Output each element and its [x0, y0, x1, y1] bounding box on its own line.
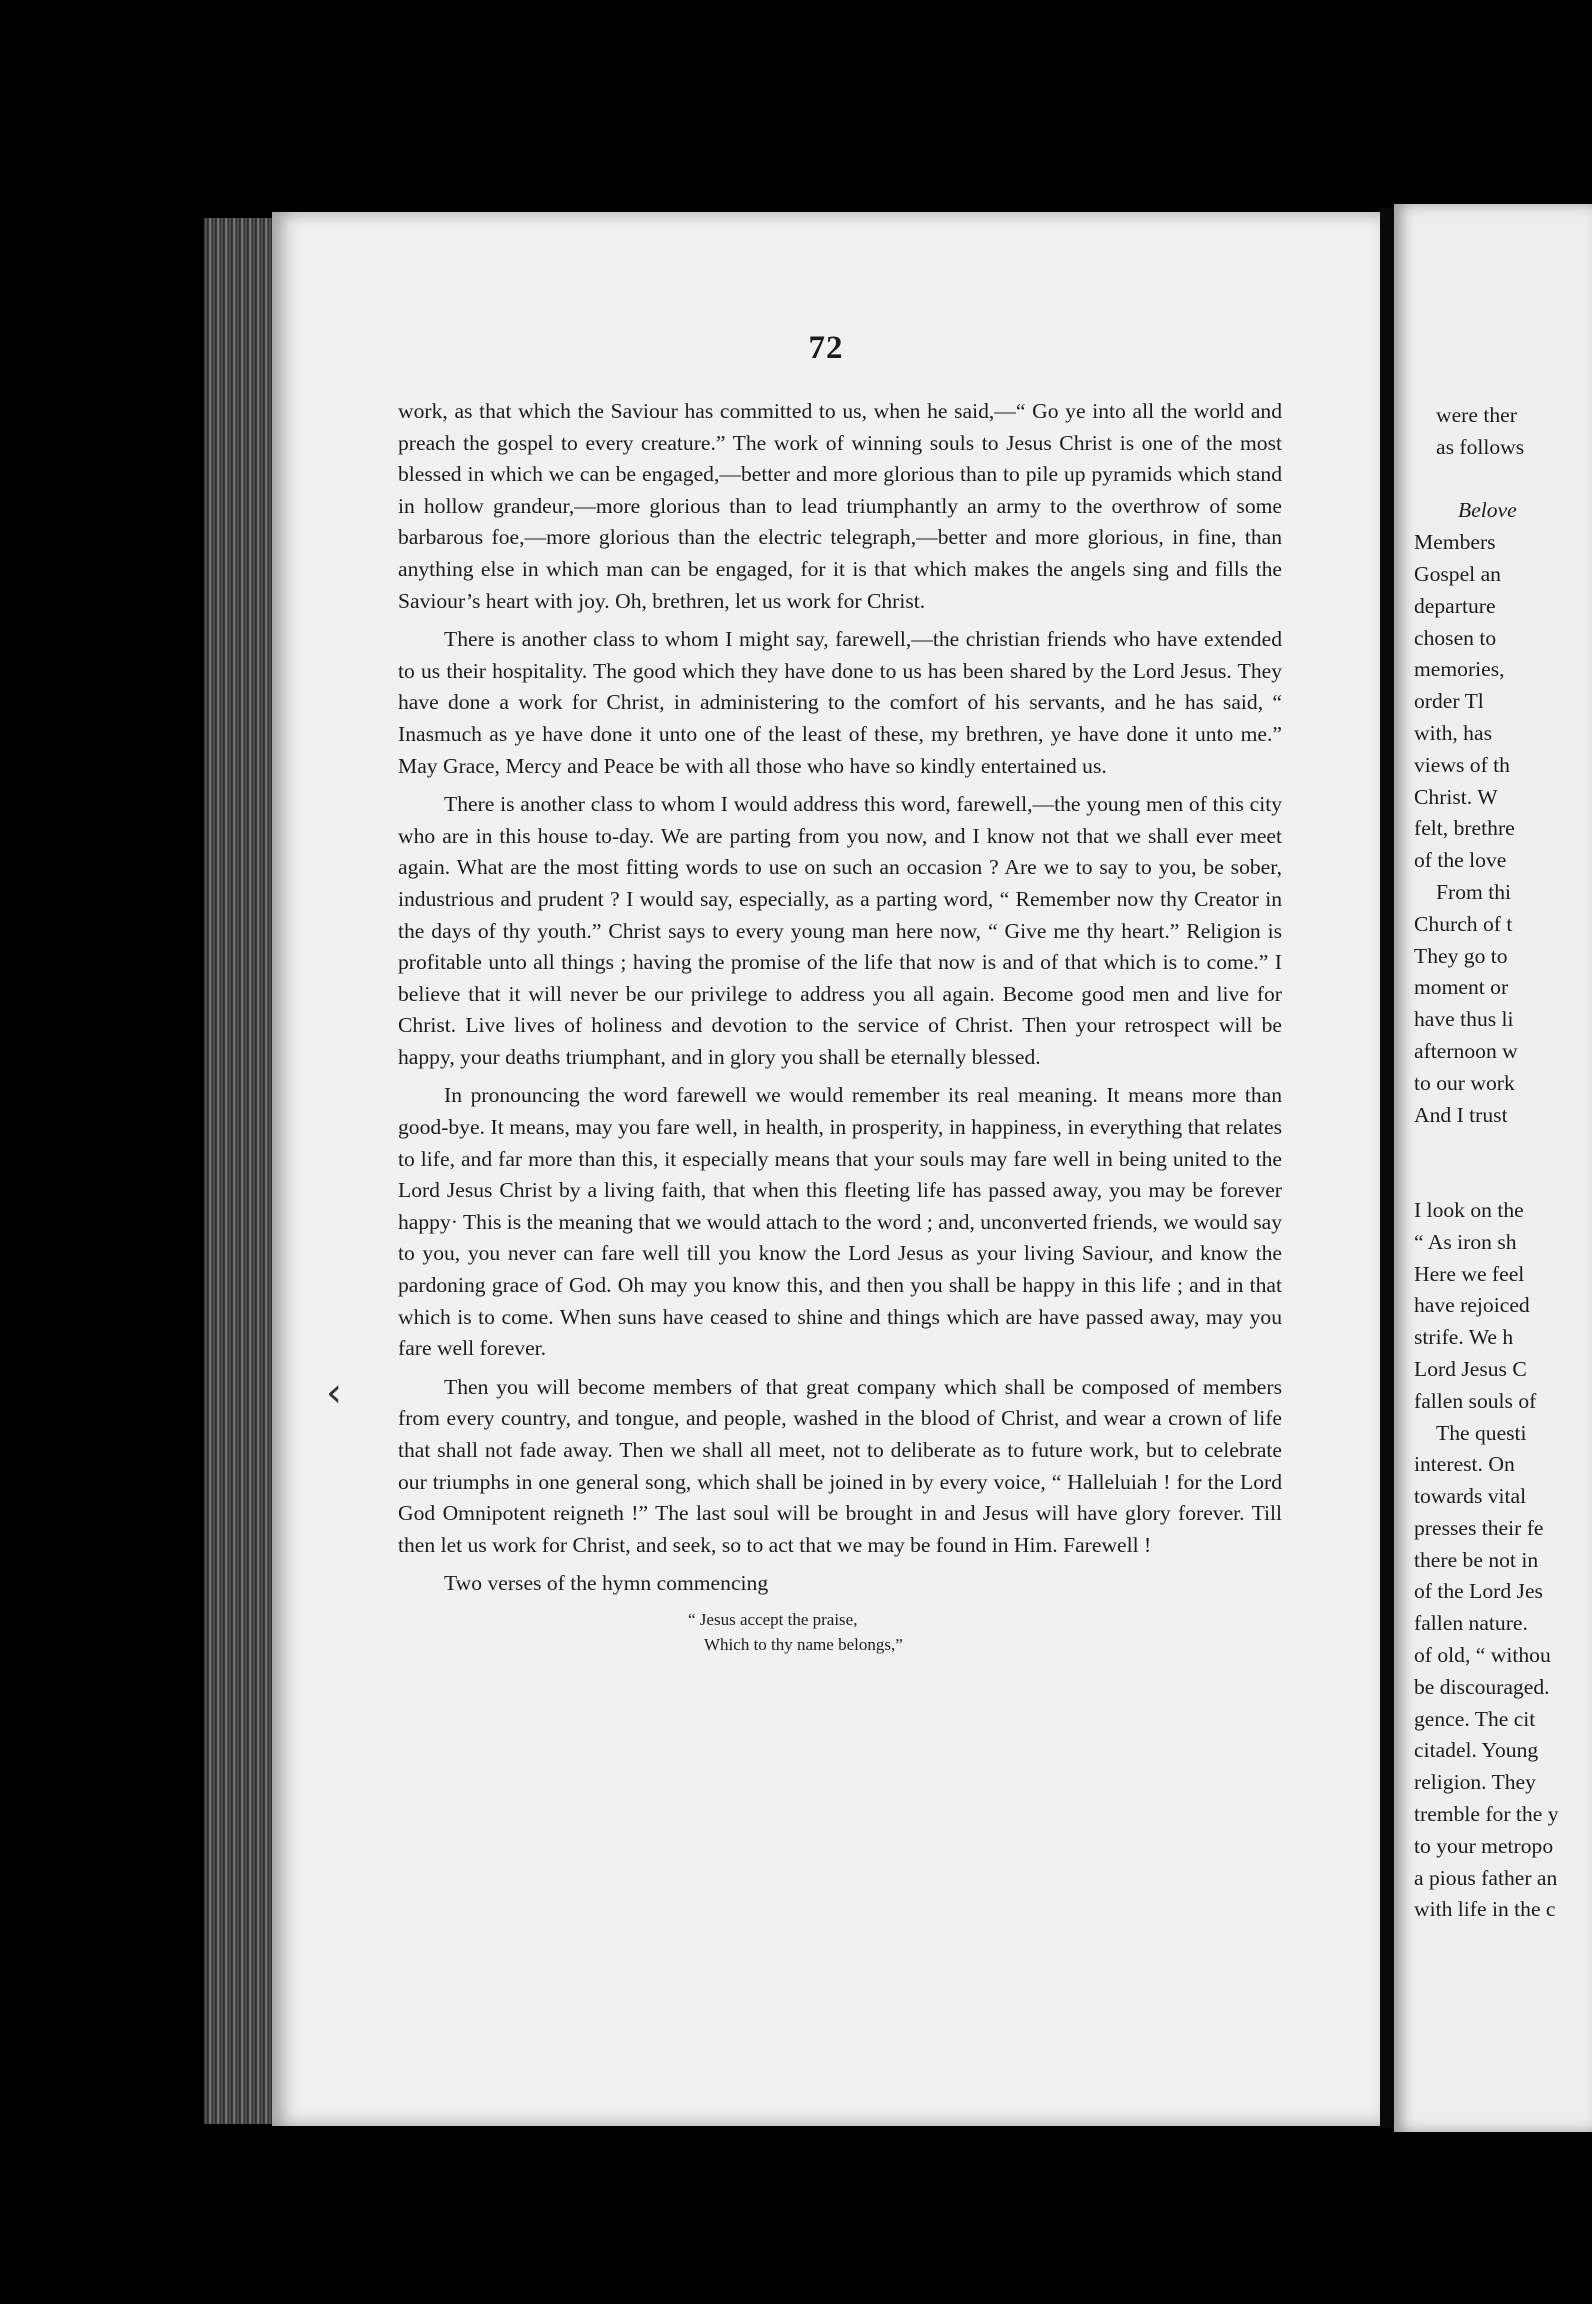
right-line: Members — [1414, 530, 1496, 555]
right-gap — [1394, 464, 1592, 496]
right-line: of old, “ withou — [1414, 1643, 1551, 1668]
right-line: Belove — [1458, 498, 1517, 523]
right-line: a pious father an — [1414, 1865, 1558, 1890]
right-line: departure — [1414, 593, 1496, 618]
hymn-line-1: “ Jesus accept the praise, — [688, 1609, 858, 1629]
right-line: They go to — [1414, 943, 1508, 968]
right-line: The questi — [1436, 1420, 1527, 1445]
right-line: have thus li — [1414, 1007, 1514, 1032]
right-page-text — [1394, 400, 1592, 1926]
right-gap — [1394, 1131, 1592, 1195]
right-page — [1394, 204, 1592, 2132]
right-line: have rejoiced — [1414, 1293, 1530, 1318]
left-page — [272, 212, 1380, 2126]
right-line: strife. We h — [1414, 1325, 1514, 1350]
right-line: chosen to — [1414, 625, 1497, 650]
right-line: views of th — [1414, 752, 1510, 777]
right-line: presses their fe — [1414, 1515, 1544, 1540]
right-line: with, has — [1414, 720, 1492, 745]
body-text — [398, 396, 1282, 1657]
right-line: Here we feel — [1414, 1261, 1525, 1286]
right-line: And I trust — [1414, 1102, 1508, 1127]
right-line: From thi — [1436, 879, 1511, 904]
right-line: fallen souls of — [1414, 1388, 1537, 1413]
right-line: afternoon w — [1414, 1038, 1518, 1063]
right-line: felt, brethre — [1414, 816, 1515, 841]
page-number: 72 — [808, 330, 844, 366]
right-line: of the love — [1414, 848, 1507, 873]
margin-mark: ‹ — [326, 1370, 342, 1416]
right-line: were ther — [1436, 403, 1517, 427]
paragraph-4: In pronouncing the word farewell we would remember its real meaning. It means more than good-bye. It means, may you fare well, in health, in prosperity, in happiness, in everything that relates to life, and far more than this, it especially means that your souls may fare well in being united to the Lord Jesus Christ by a living faith, that when this fleeting life has passed away, you may be forever happy· This is the meaning that we would attach to the word ; and, unconverted friends, we would say to you, you never can fare well till you know the Lord Jesus as your living Saviour, and know the pardoning grace of God. Oh may you know this, and then you shall be happy in this life ; and in that which is to come. When suns have ceased to shine and things which are have passed away, may you fare well forever. — [398, 1083, 1282, 1361]
right-line: to our work — [1414, 1070, 1515, 1095]
right-line: tremble for the y — [1414, 1802, 1559, 1827]
right-line: I look on the — [1414, 1197, 1524, 1222]
right-line: of the Lord Jes — [1414, 1579, 1543, 1604]
right-line: gence. The cit — [1414, 1706, 1536, 1731]
paragraph-6: Two verses of the hymn commencing — [444, 1571, 769, 1596]
paragraph-2: There is another class to whom I might say, farewell,—the christian friends who have extended to us their hospitality. The good which they have done to us has been shared by the Lord Jesus. They have done a work for Christ, in administering to the comfort of his servants, and he has said, “ Inasmuch as ye have done it unto one of the least of these, my brethren, ye have done it unto me.” May Grace, Mercy and Peace be with all those who have so kindly entertained us. — [398, 627, 1282, 778]
right-line: Lord Jesus C — [1414, 1356, 1527, 1381]
right-line: citadel. Young — [1414, 1738, 1539, 1763]
right-line: “ As iron sh — [1414, 1229, 1517, 1254]
paragraph-5: Then you will become members of that great company which shall be composed of members from every country, and tongue, and people, washed in the blood of Christ, and wear a crown of life that shall not fade away. Then we shall all meet, not to deliberate as to future work, but to celebrate our triumphs in one general song, which shall be joined in by every voice, “ Halleluiah ! for the Lord God Omnipotent reigneth !” The last soul will be brought in and Jesus will have glory forever. Till then let us work for Christ, and seek, so to act that we may be found in Him. Farewell ! — [398, 1374, 1282, 1557]
right-line: fallen nature. — [1414, 1611, 1528, 1636]
hymn-quote — [688, 1607, 1282, 1657]
right-line: be discouraged. — [1414, 1674, 1550, 1699]
right-line: Church of t — [1414, 911, 1513, 936]
book-binding — [204, 218, 274, 2124]
right-line: Gospel an — [1414, 561, 1501, 586]
right-line: memories, — [1414, 657, 1505, 682]
page-gutter — [1380, 208, 1394, 2128]
right-line: to your metropo — [1414, 1833, 1554, 1858]
right-line: order Tl — [1414, 689, 1484, 714]
right-line: moment or — [1414, 975, 1509, 1000]
right-line: towards vital — [1414, 1484, 1527, 1509]
right-line: interest. On — [1414, 1452, 1515, 1477]
right-line: Christ. W — [1414, 784, 1498, 809]
right-line: with life in the c — [1414, 1897, 1556, 1922]
hymn-line-2: Which to thy name belongs,” — [704, 1634, 903, 1654]
right-line: there be not in — [1414, 1547, 1539, 1572]
right-line: as follows — [1436, 434, 1525, 459]
paragraph-1: work, as that which the Saviour has committed to us, when he said,—“ Go ye into all the world and preach the gospel to every creature.” The work of winning souls to Jesus Christ is one of the most blessed in which we can be engaged,—better and more glorious than to pile up pyramids which stand in hollow grandeur,—more glorious than to lead triumphantly an army to the overthrow of some barbarous foe,—more glorious than the electric telegraph,—better and more glorious, in fine, than anything else in which man can be engaged, for it is that which makes the angels sing and fills the Saviour’s heart with joy. Oh, brethren, let us work for Christ. — [398, 399, 1282, 613]
right-line: religion. They — [1414, 1770, 1536, 1795]
paragraph-3: There is another class to whom I would address this word, farewell,—the young men of this city who are in this house to-day. We are parting from you now, and I know not that we shall ever meet again. What are the most fitting words to use on such an occasion ? Are we to say to you, be sober, industrious and prudent ? I would say, especially, as a parting word, “ Remember now thy Creator in the days of thy youth.” Christ says to every young man here now, “ Give me thy heart.” Religion is profitable unto all things ; having the promise of the life that now is and of that which is to come.” I believe that it will never be our privilege to address you all again. Become good men and live for Christ. Live lives of holiness and devotion to the service of Christ. Then your retrospect will be happy, your deaths triumphant, and in glory you shall be eternally blessed. — [398, 792, 1282, 1069]
